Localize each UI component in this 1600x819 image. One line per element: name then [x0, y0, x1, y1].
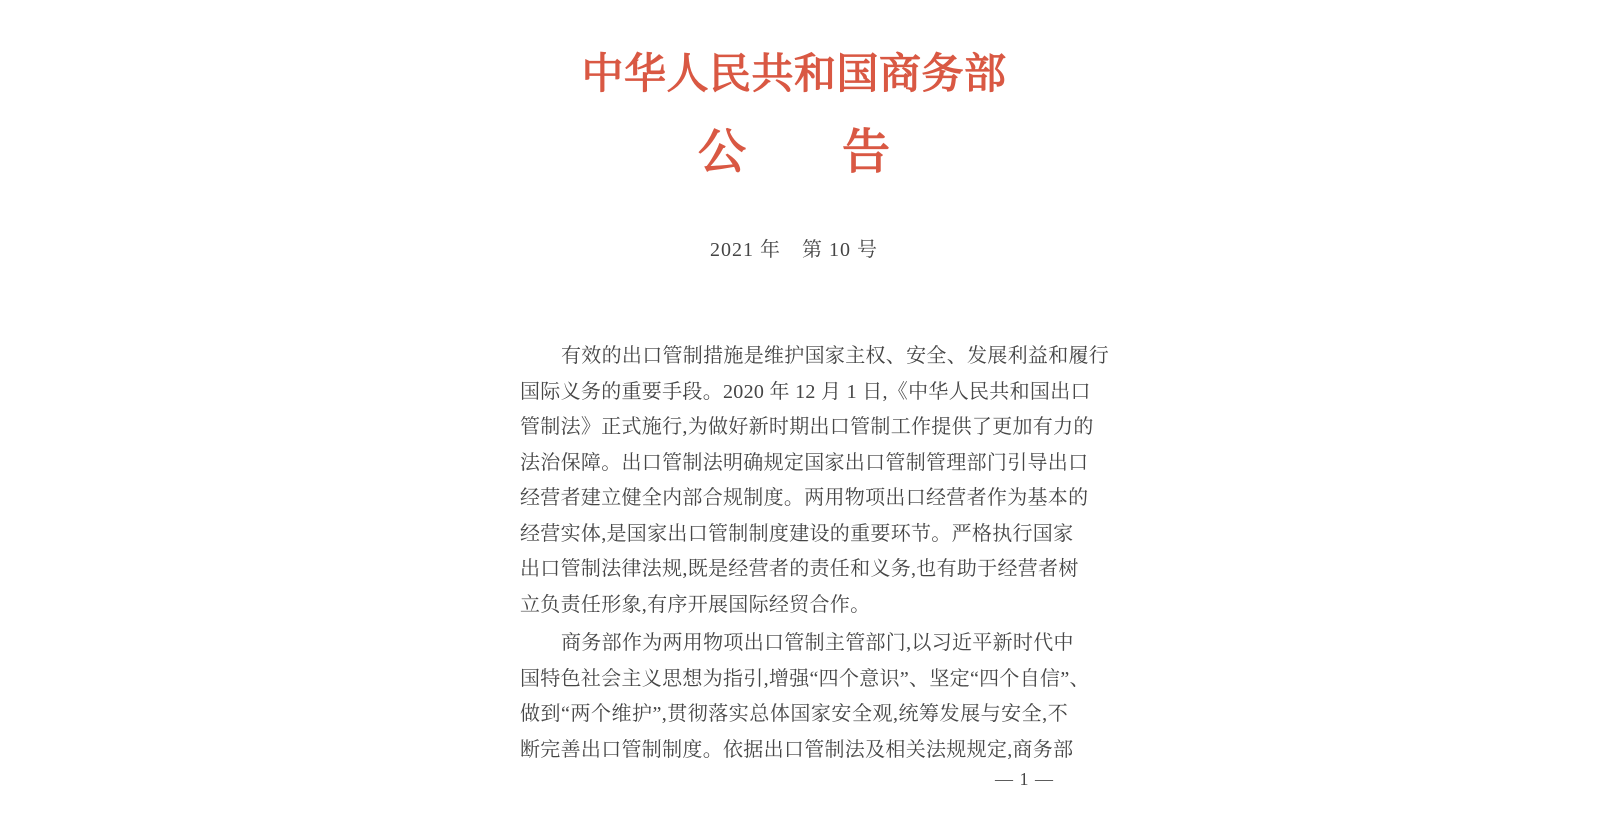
- body-line: 经营者建立健全内部合规制度。两用物项出口经营者作为基本的: [520, 487, 1089, 509]
- paragraph-2: [520, 626, 1090, 768]
- body-line: 立负责任形象,有序开展国际经贸合作。: [520, 593, 871, 616]
- body-line: 国特色社会主义思想为指引,增强“四个意识”、坚定“四个自信”、: [520, 667, 1090, 690]
- body-line: 经营实体,是国家出口管制制度建设的重要环节。严格执行国家: [520, 522, 1074, 545]
- page-number: — 1 —: [995, 769, 1054, 789]
- announcement-title: 公 告: [697, 126, 890, 179]
- document-body: [520, 339, 1110, 768]
- body-line: 管制法》正式施行,为做好新时期出口管制工作提供了更加有力的: [520, 416, 1094, 438]
- issue-number: 2021 年 第 10 号: [710, 239, 878, 261]
- body-line: 断完善出口管制制度。依据出口管制法及相关法规规定,商务部: [520, 738, 1074, 761]
- body-line: 做到“两个维护”,贯彻落实总体国家安全观,统筹发展与安全,不: [520, 703, 1068, 725]
- document: [520, 0, 1110, 819]
- body-line: 国际义务的重要手段。2020 年 12 月 1 日,《中华人民共和国出口: [520, 380, 1091, 403]
- body-line: 有效的出口管制措施是维护国家主权、安全、发展利益和履行: [561, 345, 1110, 367]
- paragraph-1: [520, 339, 1110, 623]
- ministry-title: 中华人民共和国商务部: [581, 52, 1007, 98]
- body-line: 法治保障。出口管制法明确规定国家出口管制管理部门引导出口: [520, 451, 1089, 474]
- body-line: 出口管制法律法规,既是经营者的责任和义务,也有助于经营者树: [520, 558, 1079, 580]
- body-line: 商务部作为两用物项出口管制主管部门,以习近平新时代中: [561, 632, 1074, 654]
